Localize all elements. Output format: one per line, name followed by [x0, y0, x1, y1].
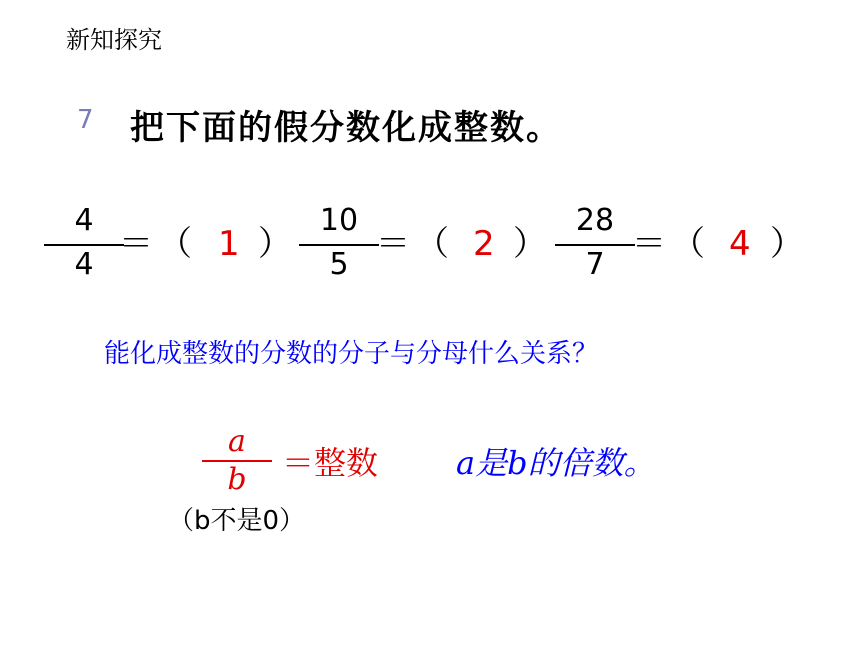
is-text: 是 [475, 444, 508, 482]
fraction-numerator: 10 [319, 203, 359, 238]
close-paren: ） [513, 224, 547, 264]
fraction-bar [555, 244, 635, 246]
fraction-denominator: 5 [329, 247, 349, 282]
multiple-statement [456, 438, 656, 484]
fraction-bar [299, 244, 379, 246]
variable-b: b [507, 444, 528, 482]
multiple-tail: 的倍数。 [527, 444, 656, 482]
answer-1: 1 [218, 224, 240, 264]
close-paren: ） [770, 224, 804, 264]
problem-text: 把下面的假分数化成整数。 [130, 108, 562, 148]
answer-2: 2 [473, 224, 495, 264]
fraction-denominator: 4 [74, 247, 94, 282]
variable-a: a [456, 444, 476, 482]
fraction-numerator: 4 [74, 203, 94, 238]
fraction-numerator: 28 [575, 203, 615, 238]
answer-3: 4 [729, 224, 751, 264]
rule-fraction [202, 425, 272, 495]
open-paren: （ [671, 224, 705, 264]
open-paren: （ [415, 224, 449, 264]
condition-note: （b不是0） [168, 506, 306, 536]
fraction-bar [44, 244, 124, 246]
fraction-denominator: 7 [585, 247, 605, 282]
section-title: 新知探究 [66, 26, 162, 54]
rule-numerator: a [228, 424, 246, 459]
open-paren: （ [158, 224, 192, 264]
problem-number: 7 [77, 105, 94, 135]
rule-denominator: b [227, 462, 247, 497]
guiding-question: 能化成整数的分数的分子与分母什么关系？ [104, 339, 599, 369]
equals-sign: ＝ [376, 224, 410, 264]
equals-sign: ＝ [632, 224, 666, 264]
equals-integer: ＝整数 [282, 444, 379, 482]
equals-sign: ＝ [119, 224, 153, 264]
close-paren: ） [258, 224, 292, 264]
